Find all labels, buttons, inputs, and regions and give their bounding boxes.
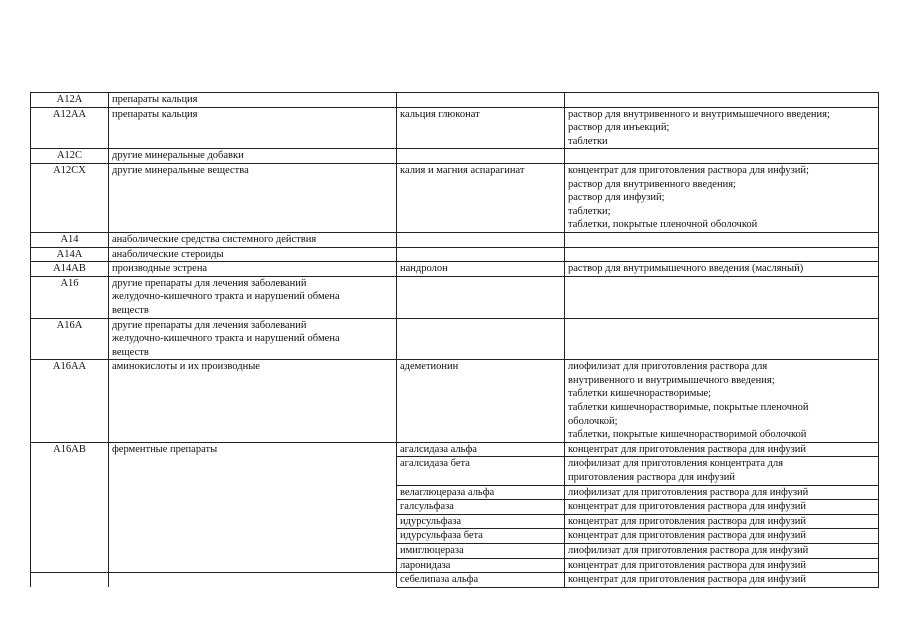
table-row <box>31 163 879 232</box>
dosage-form-cell-line: концентрат для приготовления раствора для инфузий <box>568 530 806 542</box>
dosage-form-cell <box>565 558 879 573</box>
dosage-form-cell-line: концентрат для приготовления раствора для инфузий <box>568 574 806 586</box>
dosage-form-cell <box>565 573 879 588</box>
dosage-form-cell <box>565 500 879 515</box>
group-name-cell <box>109 573 397 588</box>
drug-name-cell: идурсульфаза <box>397 514 565 529</box>
atc-drug-table <box>30 92 879 588</box>
dosage-form-cell-line: лиофилизат для приготовления раствора для <box>568 361 768 373</box>
dosage-form-cell-line: внутривенного и внутримышечного введения; <box>568 374 775 386</box>
drug-name-cell: нандролон <box>397 262 565 277</box>
dosage-form-cell-line: лиофилизат для приготовления раствора для инфузий <box>568 486 809 498</box>
table-row <box>31 573 879 588</box>
drug-name-cell: велаглюцераза альфа <box>397 485 565 500</box>
group-name-cell: ферментные препараты <box>109 442 397 572</box>
group-name-cell-line: другие препараты для лечения заболеваний <box>112 277 307 289</box>
dosage-form-cell-line: концентрат для приготовления раствора для инфузий <box>568 443 806 455</box>
dosage-form-cell-line: таблетки кишечнорастворимые; <box>568 388 712 400</box>
table-row <box>31 442 879 457</box>
atc-code-cell: A16AB <box>31 442 109 572</box>
drug-name-cell <box>397 318 565 360</box>
table-row <box>31 247 879 262</box>
dosage-form-cell <box>565 247 879 262</box>
atc-code-cell: A16 <box>31 276 109 318</box>
dosage-form-cell-line: концентрат для приготовления раствора для инфузий <box>568 559 806 571</box>
dosage-form-cell <box>565 442 879 457</box>
dosage-form-cell-line: таблетки <box>568 135 608 147</box>
dosage-form-cell-line: концентрат для приготовления раствора для инфузий; <box>568 164 809 176</box>
atc-code-cell: A14 <box>31 232 109 247</box>
dosage-form-cell <box>565 514 879 529</box>
dosage-form-cell <box>565 262 879 277</box>
dosage-form-cell <box>565 318 879 360</box>
dosage-form-cell <box>565 529 879 544</box>
group-name-cell-line: желудочно-кишечного тракта и нарушений обмена <box>112 291 340 303</box>
atc-code-cell: A12A <box>31 93 109 108</box>
drug-name-cell: имиглюцераза <box>397 544 565 559</box>
table-row <box>31 107 879 149</box>
dosage-form-cell <box>565 276 879 318</box>
atc-code-cell: A12AA <box>31 107 109 149</box>
drug-name-cell: галсульфаза <box>397 500 565 515</box>
drug-name-cell: адеметионин <box>397 360 565 443</box>
drug-name-cell: идурсульфаза бета <box>397 529 565 544</box>
dosage-form-cell-line: таблетки; <box>568 205 611 217</box>
dosage-form-cell <box>565 107 879 149</box>
atc-code-cell: A12CX <box>31 163 109 232</box>
drug-name-cell <box>397 93 565 108</box>
table-row <box>31 262 879 277</box>
dosage-form-cell-line: раствор для внутривенного и внутримышечного введения; <box>568 108 830 120</box>
dosage-form-cell <box>565 163 879 232</box>
group-name-cell: анаболические стероиды <box>109 247 397 262</box>
group-name-cell: аминокислоты и их производные <box>109 360 397 443</box>
table-body <box>31 93 879 588</box>
group-name-cell: производные эстрена <box>109 262 397 277</box>
dosage-form-cell-line: приготовления раствора для инфузий <box>568 472 736 484</box>
drug-name-cell: агалсидаза альфа <box>397 442 565 457</box>
dosage-form-cell-line: оболочкой; <box>568 415 618 427</box>
drug-name-cell: ларонидаза <box>397 558 565 573</box>
dosage-form-cell <box>565 485 879 500</box>
dosage-form-cell-line: раствор для внутримышечного введения (масляный) <box>568 263 804 275</box>
atc-code-cell <box>31 573 109 588</box>
table-row <box>31 318 879 360</box>
dosage-form-cell-line: таблетки, покрытые пленочной оболочкой <box>568 219 758 231</box>
group-name-cell-line: другие препараты для лечения заболеваний <box>112 319 307 331</box>
dosage-form-cell <box>565 149 879 164</box>
group-name-cell: анаболические средства системного действия <box>109 232 397 247</box>
dosage-form-cell <box>565 544 879 559</box>
drug-name-cell <box>397 232 565 247</box>
table-row <box>31 93 879 108</box>
group-name-cell-line: желудочно-кишечного тракта и нарушений обмена <box>112 333 340 345</box>
group-name-cell: препараты кальция <box>109 93 397 108</box>
group-name-cell <box>109 276 397 318</box>
drug-name-cell: агалсидаза бета <box>397 457 565 485</box>
drug-name-cell: кальция глюконат <box>397 107 565 149</box>
dosage-form-cell-line: таблетки, покрытые кишечнорастворимой оболочкой <box>568 429 807 441</box>
drug-name-cell: себелипаза альфа <box>397 573 565 588</box>
dosage-form-cell-line: раствор для внутривенного введения; <box>568 178 736 190</box>
table-row <box>31 360 879 443</box>
dosage-form-cell <box>565 93 879 108</box>
drug-name-cell <box>397 247 565 262</box>
table-row <box>31 276 879 318</box>
atc-code-cell: A12C <box>31 149 109 164</box>
group-name-cell-line: веществ <box>112 346 149 358</box>
group-name-cell: препараты кальция <box>109 107 397 149</box>
drug-name-cell: калия и магния аспарагинат <box>397 163 565 232</box>
dosage-form-cell-line: раствор для инъекций; <box>568 122 670 134</box>
group-name-cell-line: веществ <box>112 304 149 316</box>
group-name-cell: другие минеральные добавки <box>109 149 397 164</box>
dosage-form-cell <box>565 457 879 485</box>
dosage-form-cell-line: лиофилизат для приготовления раствора для инфузий <box>568 545 809 556</box>
group-name-cell: другие минеральные вещества <box>109 163 397 232</box>
atc-code-cell: A14A <box>31 247 109 262</box>
dosage-form-cell-line: концентрат для приготовления раствора для инфузий <box>568 515 806 527</box>
atc-code-cell: A14AB <box>31 262 109 277</box>
dosage-form-cell-line: раствор для инфузий; <box>568 192 665 204</box>
table-row <box>31 149 879 164</box>
dosage-form-cell-line: таблетки кишечнорастворимые, покрытые пленочной <box>568 402 809 414</box>
table-row <box>31 232 879 247</box>
dosage-form-cell-line: концентрат для приготовления раствора для инфузий <box>568 501 806 513</box>
dosage-form-cell-line: лиофилизат для приготовления концентрата для <box>568 458 784 470</box>
dosage-form-cell <box>565 360 879 443</box>
dosage-form-cell <box>565 232 879 247</box>
atc-code-cell: A16AA <box>31 360 109 443</box>
drug-name-cell <box>397 149 565 164</box>
group-name-cell <box>109 318 397 360</box>
atc-code-cell: A16A <box>31 318 109 360</box>
drug-name-cell <box>397 276 565 318</box>
